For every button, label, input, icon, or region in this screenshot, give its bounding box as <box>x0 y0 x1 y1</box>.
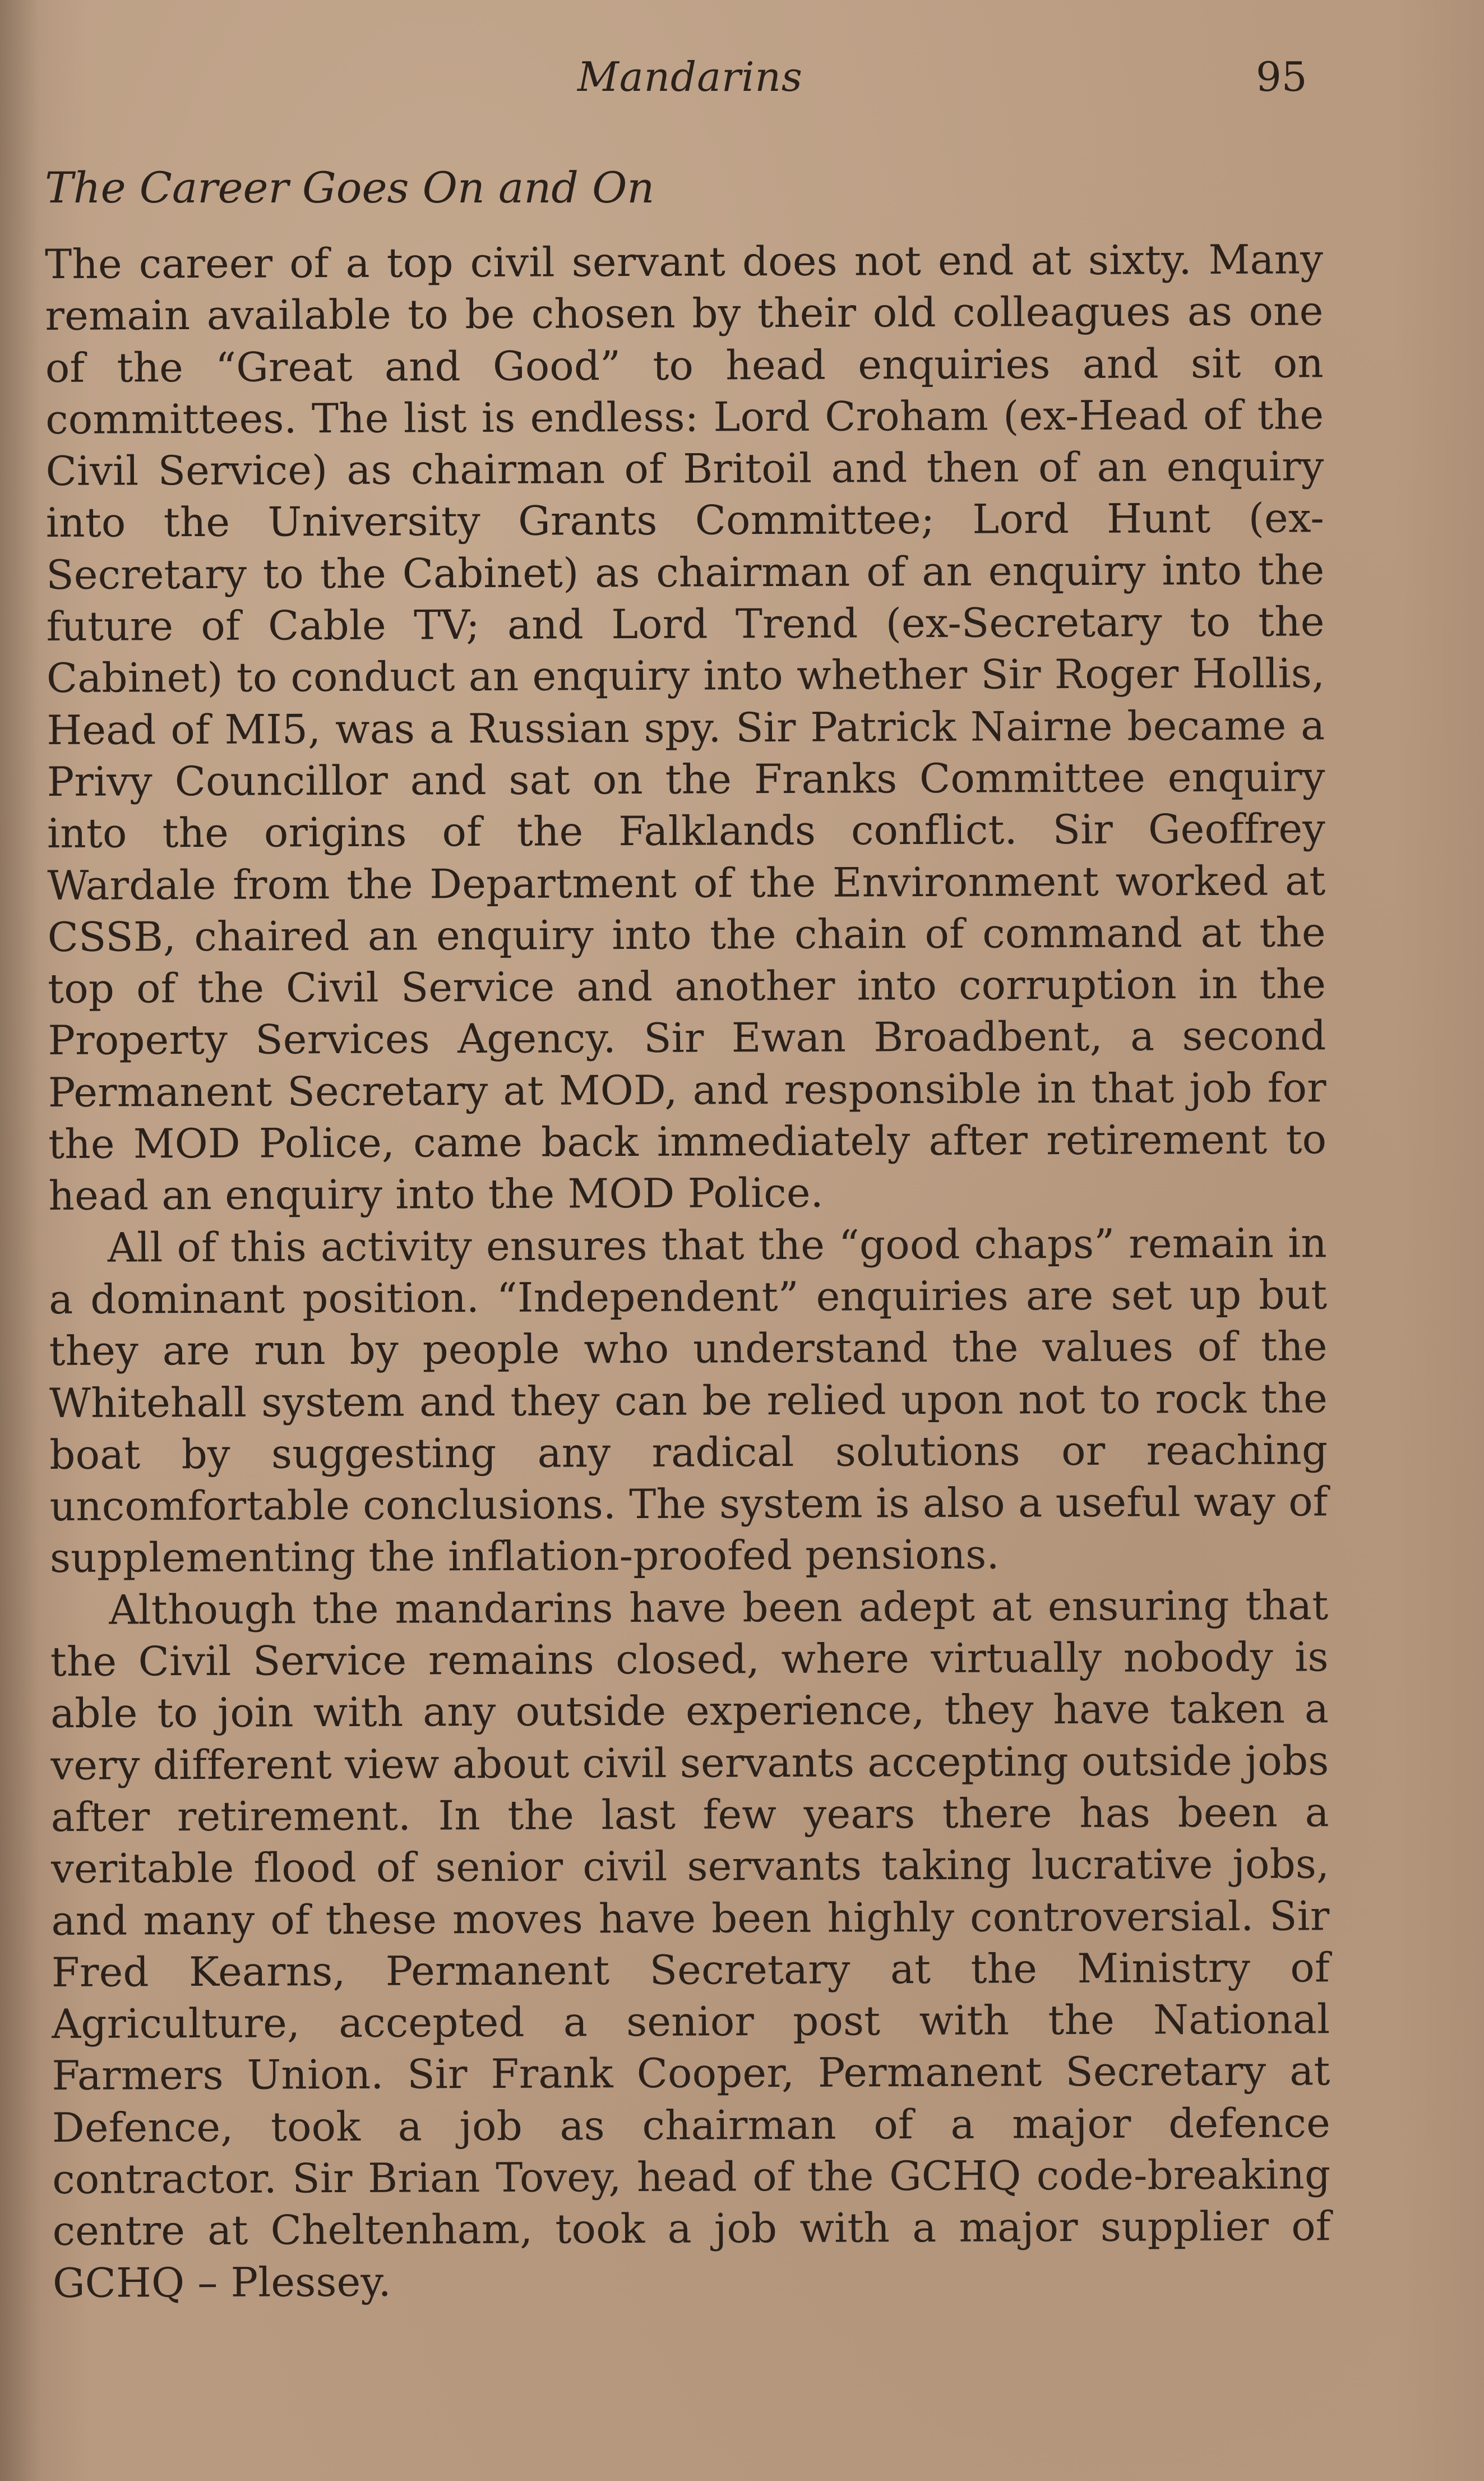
section-heading: The Career Goes On and On <box>45 163 655 213</box>
page-edge-shadow <box>0 0 39 2481</box>
paragraph: All of this activity ensures that the “good chaps” remain in a dominant position. “Independent” enquiries are set up but they are run by people who understand the values of the Whitehall system and they can be relied upon not to rock the boat by suggesting any radical solutions or reaching uncomfortable conclusions. The system is also a useful way of supplementing the inflation-proofed pensions. <box>49 1219 1328 1582</box>
paragraph: Although the mandarins have been adept at ensuring that the Civil Service remains closed, where virtually nobody is able to join with any outside experience, they have taken a very different view about civil servants accepting outside jobs after retirement. In the last few years there has been a veritable flood of senior civil servants taking lucrative jobs, and many of these moves have been highly controversial. Sir Fred Kearns, Permanent Secretary at the Ministry of Agriculture, accepted a senior post with the National Farmers Union. Sir Frank Cooper, Permanent Secretary at Defence, took a job as chairman of a major defence contractor. Sir Brian Tovey, head of the GCHQ code-breaking centre at Cheltenham, took a job with a major supplier of GCHQ – Plessey. <box>50 1581 1331 2307</box>
paragraph: The career of a top civil servant does not end at sixty. Many remain available to be chosen by their old colleagues as one of the “Great and Good” to head enquiries and sit on committees. The list is endless: Lord Croham (ex-Head of the Civil Service) as chairman of Britoil and then of an enquiry into the University Grants Committee; Lord Hunt (ex-Secretary to the Cabinet) as chairman of an enquiry into the future of Cable TV; and Lord Trend (ex-Secretary to the Cabinet) to conduct an enquiry into whether Sir Roger Hollis, Head of MI5, was a Russian spy. Sir Patrick Nairne became a Privy Councillor and sat on the Franks Committee enquiry into the origins of the Falklands conflict. Sir Geoffrey Wardale from the Department of the Environment worked at CSSB, chaired an enquiry into the chain of command at the top of the Civil Service and another into corruption in the Property Services Agency. Sir Ewan Broadbent, a second Permanent Secretary at MOD, and responsible in that job for the MOD Police, came back immediately after retirement to head an enquiry into the MOD Police. <box>45 236 1327 1220</box>
page-number: 95 <box>1256 53 1307 100</box>
running-title: Mandarins <box>577 53 803 100</box>
body-text <box>45 233 1331 2309</box>
